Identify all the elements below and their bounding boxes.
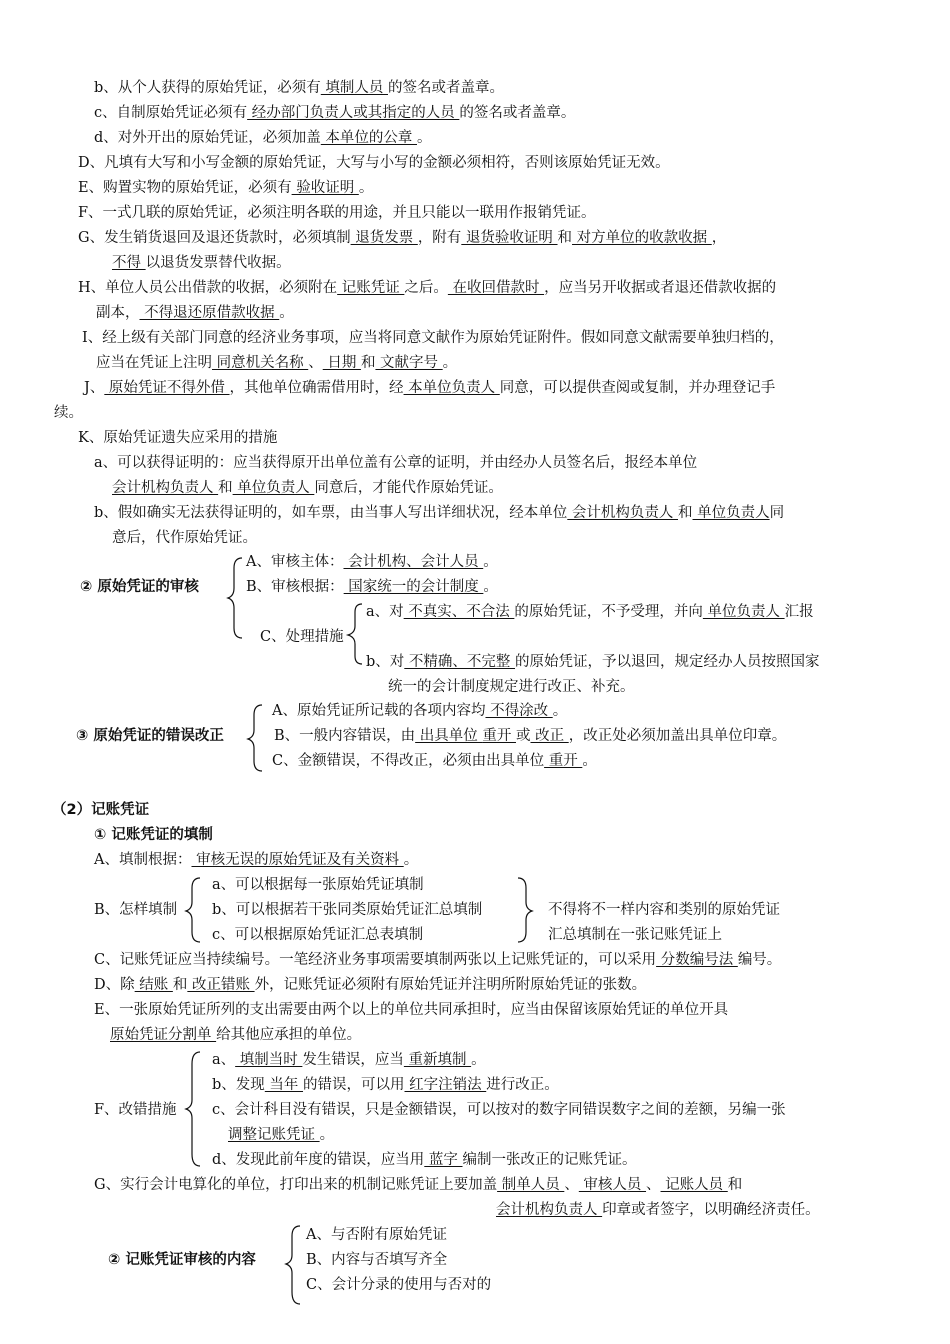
correction-c: C、金额错误，不得改正，必须由出具单位 重开 。 (272, 753, 597, 769)
item-I-approval: I、经上级有关部门同意的经济业务事项，应当将同意文献作为原始凭证附件。假如同意文献需要单独归档的， (82, 330, 784, 346)
item-J-lending: J、 原始凭证不得外借 ，其他单位确需借用时，经 本单位负责人 同意，可以提供查阅或复制，并办理登记手 (84, 380, 776, 396)
brace-fill-how-left (186, 876, 206, 944)
fill-how-c: c、可以根据原始凭证汇总表填制 (212, 927, 424, 943)
section-voucher-review-title: ② 记账凭证审核的内容 (108, 1252, 256, 1268)
voucher-review-b: B、内容与否填写齐全 (306, 1252, 448, 1268)
item-K-a: a、可以获得证明的：应当获得原开出单位盖有公章的证明，并由经办人员签名后，报经本单位 (94, 455, 698, 471)
item-F-multi-copy: F、一式几联的原始凭证，必须注明各联的用途，并且只能以一联用作报销凭证。 (78, 205, 596, 221)
brace-fix-methods (186, 1050, 206, 1168)
voucher-review-a: A、与否附有原始凭证 (306, 1227, 447, 1243)
brace-review (228, 556, 248, 640)
item-H-loans: H、单位人员公出借款的收据，必须附在 记账凭证 之后。 在收回借款时 ，应当另开收据或者退还借款收据的 (78, 280, 777, 296)
item-I-cont: 应当在凭证上注明 同意机关名称 、 日期 和 文献字号 。 (96, 355, 458, 371)
correction-a: A、原始凭证所记载的各项内容均 不得涂改 。 (272, 703, 568, 719)
fill-shared-expense-cont: 原始凭证分割单 给其他应承担的单位。 (110, 1027, 362, 1043)
brace-voucher-review (286, 1224, 306, 1306)
item-K-b-cont: 意后，代作原始凭证。 (112, 530, 257, 546)
measure-b: b、对 不精确、不完整 的原始凭证，予以退回，规定经办人员按照国家 (366, 654, 820, 670)
fill-numbering: C、记账凭证应当持续编号。一笔经济业务事项需要填制两张以上记账凭证的，可以采用 分数编号法 编号。 (94, 952, 782, 968)
fix-c: c、会计科目没有错误，只是金额错误，可以按对的数字同错误数字之间的差额，另编一张 (212, 1102, 786, 1118)
item-K-b: b、假如确实无法获得证明的，如车票，由当事人写出详细状况，经本单位 会计机构负责人 和 单位负责人同 (94, 505, 785, 521)
fill-how-note-1: 不得将不一样内容和类别的原始凭证 (548, 902, 780, 918)
heading-bookkeeping-voucher: （2）记账凭证 (52, 802, 150, 818)
section-original-review-title: ② 原始凭证的审核 (80, 579, 199, 595)
fix-a: a、 填制当时 发生错误，应当 重新填制 。 (212, 1052, 486, 1068)
item-G-cont: 不得 以退货发票替代收据。 (112, 255, 291, 271)
measure-b-cont: 统一的会计制度规定进行改正、补充。 (388, 679, 635, 695)
fill-how-b: b、可以根据若干张同类原始凭证汇总填制 (212, 902, 483, 918)
item-G-returns: G、发生销货退回及退还货款时，必须填制 退货发票 ，附有 退货验收证明 和 对方单位的收款收据 ， (78, 230, 727, 246)
brace-correction (248, 703, 268, 773)
item-H-cont: 副本， 不得退还原借款收据 。 (96, 305, 294, 321)
brace-measures (348, 602, 368, 666)
review-basis: B、审核根据： 国家统一的会计制度 。 (246, 579, 498, 595)
fix-methods-label: F、改错措施 (94, 1102, 177, 1118)
item-b-individual: b、从个人获得的原始凭证，必须有 填制人员 的签名或者盖章。 (94, 80, 504, 96)
fill-attachments: D、除 结账 和 改正错账 外，记账凭证必须附有原始凭证并注明所附原始凭证的张数。 (94, 977, 647, 993)
section-error-correction-title: ③ 原始凭证的错误改正 (76, 728, 224, 744)
item-J-cont: 续。 (54, 405, 83, 421)
fill-basis: A、填制根据： 审核无误的原始凭证及有关资料 。 (94, 852, 419, 868)
fill-how-note-2: 汇总填制在一张记账凭证上 (548, 927, 722, 943)
brace-fill-how-right (518, 876, 538, 944)
fix-d: d、发现此前年度的错误，应当用 蓝字 编制一张改正的记账凭证。 (212, 1152, 637, 1168)
item-K-a-cont: 会计机构负责人 和 单位负责人 同意后，才能代作原始凭证。 (112, 480, 503, 496)
fix-b: b、发现 当年 的错误，可以用 红字注销法 进行改正。 (212, 1077, 559, 1093)
fill-how-label: B、怎样填制 (94, 902, 178, 918)
correction-b: B、一般内容错误，由 出具单位 重开 或 改正 ，改正处必须加盖出具单位印章。 (274, 728, 787, 744)
item-K-lost: K、原始凭证遗失应采用的措施 (78, 430, 278, 446)
item-c-self-made: c、自制原始凭证必须有 经办部门负责人或其指定的人员 的签名或者盖章。 (94, 105, 576, 121)
subheading-filling: ① 记账凭证的填制 (94, 827, 213, 843)
voucher-review-c: C、会计分录的使用与否对的 (306, 1277, 492, 1293)
item-E-purchase: E、购置实物的原始凭证，必须有 验收证明 。 (78, 180, 374, 196)
measure-a: a、对 不真实、不合法 的原始凭证，不予受理，并向 单位负责人 汇报 (366, 604, 814, 620)
fix-c-cont: 调整记账凭证 。 (228, 1127, 335, 1143)
fill-shared-expense: E、一张原始凭证所列的支出需要由两个以上的单位共同承担时，应当由保留该原始凭证的单位开具 (94, 1002, 729, 1018)
item-d-external: d、对外开出的原始凭证，必须加盖 本单位的公章 。 (94, 130, 432, 146)
fill-how-a: a、可以根据每一张原始凭证填制 (212, 877, 424, 893)
item-D-amounts: D、凡填有大写和小写金额的原始凭证，大写与小写的金额必须相符，否则该原始凭证无效。 (78, 155, 670, 171)
fill-computerized: G、实行会计电算化的单位，打印出来的机制记账凭证上要加盖 制单人员 、 审核人员 、 记账人员 和 (94, 1177, 743, 1193)
review-subject: A、审核主体： 会计机构、会计人员 。 (246, 554, 498, 570)
review-measures: C、处理措施 (260, 629, 344, 645)
fill-computerized-cont: 会计机构负责人 印章或者签字，以明确经济责任。 (496, 1202, 820, 1218)
